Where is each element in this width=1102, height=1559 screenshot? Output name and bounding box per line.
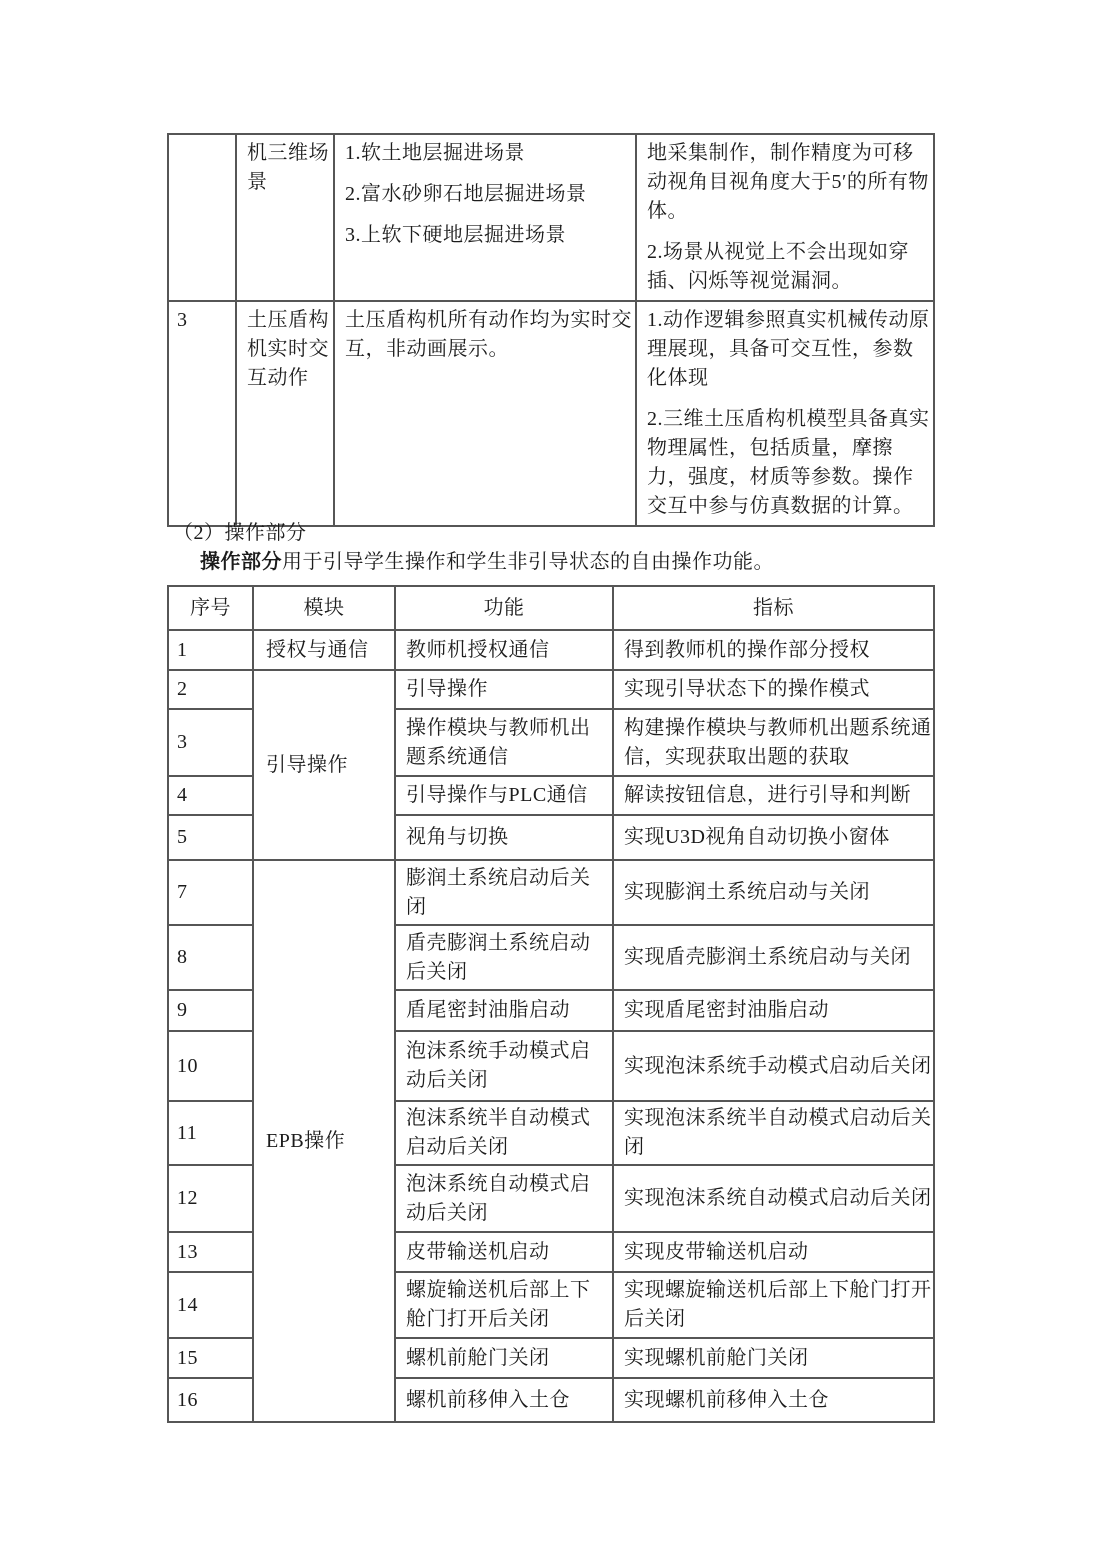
indicator-cell: 实现螺机前移伸入土仓 (613, 1378, 934, 1422)
row-number-cell: 8 (168, 925, 253, 990)
function-cell: 引导操作与PLC通信 (395, 776, 613, 815)
indicator-cell: 构建操作模块与教师机出题系统通信，实现获取出题的获取 (613, 709, 934, 776)
section-intro-lead: 操作部分 (200, 551, 282, 573)
row-number-cell: 15 (168, 1338, 253, 1378)
indicator-cell: 实现U3D视角自动切换小窗体 (613, 815, 934, 860)
indicator-cell: 实现泡沫系统手动模式启动后关闭 (613, 1031, 934, 1101)
table-header-row (168, 586, 934, 630)
table-row (168, 301, 934, 526)
table-row (168, 670, 934, 709)
function-cell: 泡沫系统自动模式启动后关闭 (395, 1165, 613, 1232)
function-cell: 教师机授权通信 (395, 630, 613, 670)
row-number-cell: 12 (168, 1165, 253, 1232)
header-function: 功能 (395, 586, 613, 630)
cell-line: 土压盾构机所有动作均为实时交互，非动画展示。 (345, 309, 632, 360)
indicator-cell: 得到教师机的操作部分授权 (613, 630, 934, 670)
section-intro-text: 用于引导学生操作和学生非引导状态的自由操作功能。 (282, 551, 774, 573)
module-cell: 机三维场景 (236, 134, 334, 301)
module-cell-merged: 引导操作 (253, 670, 395, 860)
function-cell: 泡沫系统手动模式启动后关闭 (395, 1031, 613, 1101)
row-number-cell: 1 (168, 630, 253, 670)
table-row (168, 860, 934, 925)
row-number-cell: 7 (168, 860, 253, 925)
row-number-cell (168, 134, 236, 301)
cell-line: 地采集制作，制作精度为可移动视角目视角度大于5′的所有物体。 (647, 142, 929, 222)
function-cell: 引导操作 (395, 670, 613, 709)
table-row (168, 134, 934, 301)
cell-line: 1.软土地层掘进场景 (345, 142, 525, 164)
indicator-cell: 实现盾尾密封油脂启动 (613, 990, 934, 1031)
function-cell: 螺旋输送机后部上下舱门打开后关闭 (395, 1272, 613, 1338)
header-indicator: 指标 (613, 586, 934, 630)
indicator-cell: 实现泡沫系统半自动模式启动后关闭 (613, 1101, 934, 1165)
function-cell: 视角与切换 (395, 815, 613, 860)
section-intro (200, 548, 774, 577)
row-number-cell: 16 (168, 1378, 253, 1422)
cell-line: 2.场景从视觉上不会出现如穿插、闪烁等视觉漏洞。 (647, 241, 909, 292)
indicator-cell: 实现盾壳膨润土系统启动与关闭 (613, 925, 934, 990)
section-heading: （2）操作部分 (173, 522, 307, 544)
function-cell: 皮带输送机启动 (395, 1232, 613, 1272)
table-row (168, 630, 934, 670)
row-number-cell: 13 (168, 1232, 253, 1272)
indicator-cell: 实现泡沫系统自动模式启动后关闭 (613, 1165, 934, 1232)
cell-line: 3.上软下硬地层掘进场景 (345, 224, 566, 246)
indicator-cell: 实现引导状态下的操作模式 (613, 670, 934, 709)
row-number-cell: 2 (168, 670, 253, 709)
function-cell (334, 134, 636, 301)
function-cell: 盾壳膨润土系统启动后关闭 (395, 925, 613, 990)
function-cell: 盾尾密封油脂启动 (395, 990, 613, 1031)
indicator-cell: 实现皮带输送机启动 (613, 1232, 934, 1272)
function-cell: 泡沫系统半自动模式启动后关闭 (395, 1101, 613, 1165)
row-number-cell: 5 (168, 815, 253, 860)
indicator-cell: 实现螺机前舱门关闭 (613, 1338, 934, 1378)
indicator-cell: 解读按钮信息，进行引导和判断 (613, 776, 934, 815)
row-number-cell: 11 (168, 1101, 253, 1165)
module-cell-merged: EPB操作 (253, 860, 395, 1422)
function-cell: 膨润土系统启动后关闭 (395, 860, 613, 925)
module-cell: 授权与通信 (253, 630, 395, 670)
indicator-cell (636, 301, 934, 526)
spec-table-continued (167, 133, 935, 527)
function-cell (334, 301, 636, 526)
operation-table (167, 585, 935, 1423)
module-cell: 土压盾构机实时交互动作 (236, 301, 334, 526)
indicator-cell: 实现螺旋输送机后部上下舱门打开后关闭 (613, 1272, 934, 1338)
indicator-cell: 实现膨润土系统启动与关闭 (613, 860, 934, 925)
cell-line: 1.动作逻辑参照真实机械传动原理展现，具备可交互性，参数化体现 (647, 309, 930, 389)
indicator-cell (636, 134, 934, 301)
header-module: 模块 (253, 586, 395, 630)
function-cell: 螺机前移伸入土仓 (395, 1378, 613, 1422)
function-cell: 螺机前舱门关闭 (395, 1338, 613, 1378)
row-number-cell: 3 (168, 301, 236, 526)
function-cell: 操作模块与教师机出题系统通信 (395, 709, 613, 776)
row-number-cell: 4 (168, 776, 253, 815)
cell-line: 2.富水砂卵石地层掘进场景 (345, 183, 587, 205)
cell-line: 2.三维土压盾构机模型具备真实物理属性，包括质量，摩擦力，强度，材质等参数。操作交互中参与仿真数据的计算。 (647, 408, 930, 517)
row-number-cell: 3 (168, 709, 253, 776)
row-number-cell: 10 (168, 1031, 253, 1101)
row-number-cell: 9 (168, 990, 253, 1031)
header-serial: 序号 (168, 586, 253, 630)
row-number-cell: 14 (168, 1272, 253, 1338)
